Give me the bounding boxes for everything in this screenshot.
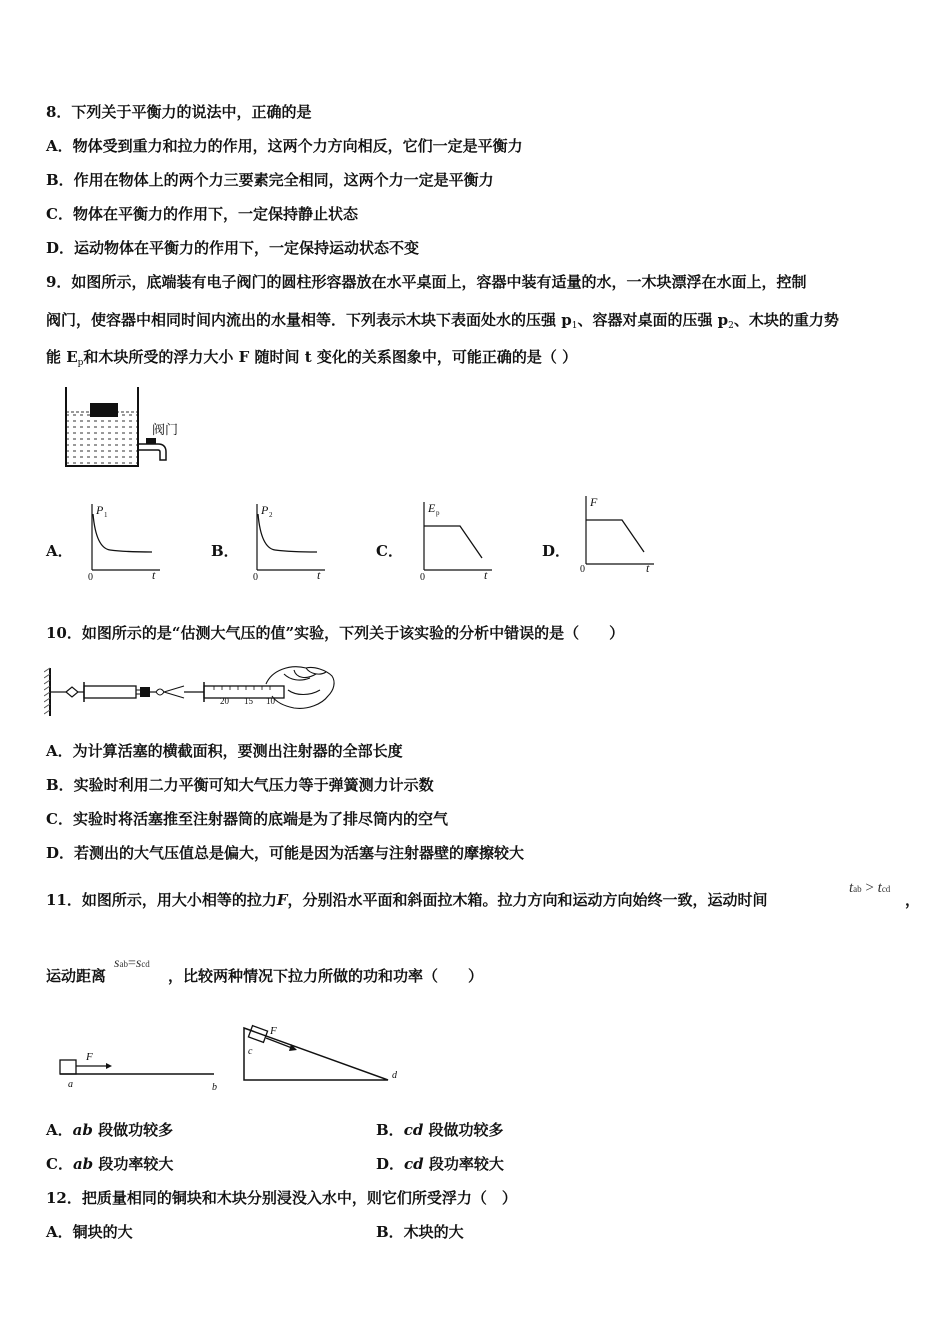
q11-line1b: ，分别沿水平面和斜面拉木箱。拉力方向和运动方向始终一致，运动时间 (287, 891, 768, 909)
hand-drawing (266, 667, 334, 709)
q9-option-a-label: A． (46, 542, 73, 560)
scale-mark-15: 15 (244, 696, 253, 706)
q9-axis-b-sub: 2 (269, 511, 273, 519)
q11-horizontal-figure (56, 1040, 226, 1096)
t-ab-sub: ab (853, 884, 862, 894)
q10-option-b: B．实验时利用二力平衡可知大气压力等于弹簧测力计示数 (46, 776, 434, 794)
q9-origin-c: 0 (420, 572, 425, 582)
q10-option-c: C．实验时将活塞推至注射器筒的底端是为了排尽筒内的空气 (46, 810, 448, 828)
q10-option-d: D．若测出的大气压值总是偏大，可能是因为活塞与注射器壁的摩擦较大 (46, 844, 525, 862)
q9-graph-a (80, 500, 166, 582)
q10-syringe-figure (44, 660, 339, 720)
q9-sub1: 1 (571, 321, 578, 331)
q9-origin-a: 0 (88, 572, 93, 582)
q9-option-d-label: D． (542, 542, 571, 560)
q9-curve-b (258, 514, 317, 552)
gt-sign: > (865, 880, 874, 896)
q8-option-d: D．运动物体在平衡力的作用下，一定保持运动状态不变 (46, 239, 420, 257)
q9-container-figure (58, 382, 188, 472)
label-c: c (248, 1046, 253, 1057)
q11-time-relation (849, 880, 890, 897)
t-ab-symbol: t (849, 880, 854, 896)
q9-sub2: 2 (728, 321, 734, 331)
t-cd-symbol: t (877, 880, 882, 896)
q11-stem-line2 (46, 966, 483, 986)
q9-graph-d (574, 492, 660, 576)
s-ab-sub: ab (119, 959, 128, 969)
q9-t-d: t (646, 561, 650, 575)
q11-comma: ， (905, 891, 921, 909)
q12-option-a: A．铜块的大 (46, 1223, 133, 1241)
q9-stem-line2 (46, 310, 839, 336)
q9-graph-c (412, 498, 498, 582)
q11-distance-relation (114, 956, 150, 972)
q9-stem-line1: 9．如图所示，底端装有电子阀门的圆柱形容器放在水平桌面上，容器中装有适量的水，一木块漂浮在水面上，控制 (46, 273, 807, 291)
q11-line2a: 运动距离 (46, 967, 107, 985)
q8-stem: 8．下列关于平衡力的说法中，正确的是 (46, 103, 312, 121)
box-incline (248, 1026, 267, 1043)
q11-stem-line1 (46, 890, 768, 910)
q11-option-b: B．cd 段做功较多 (376, 1121, 504, 1139)
scale-mark-10: 10 (266, 696, 275, 706)
q9-stem-line3 (46, 347, 577, 373)
q11-option-d: D．cd 段功率较大 (376, 1155, 504, 1173)
q9-subp: p (77, 358, 84, 368)
q11-incline-figure (236, 1020, 411, 1092)
label-d: d (392, 1070, 397, 1081)
q10-option-a: A．为计算活塞的横截面积，要测出注射器的全部长度 (46, 742, 403, 760)
label-F-incline: F (270, 1025, 277, 1037)
label-F-horizontal: F (86, 1051, 93, 1063)
scale-mark-20: 20 (220, 696, 229, 706)
syringe-barrel (84, 686, 136, 698)
q9-option-b-label: B． (211, 542, 239, 560)
valve-label: 阀门 (152, 422, 179, 437)
q9-line3a: 能 E (46, 348, 78, 366)
q9-axis-c-sub: p (436, 509, 440, 517)
q9-line2a: 阀门，使容器中相同时间内流出的水量相等．下列表示木块下表面处水的压强 p (46, 311, 572, 329)
q9-curve-d (586, 520, 644, 552)
q9-option-c-label: C． (376, 542, 403, 560)
box-horizontal (60, 1060, 76, 1074)
valve-tap (138, 444, 166, 460)
q9-line2c: 、木块的重力势 (733, 311, 839, 329)
q9-curve-c (424, 526, 482, 558)
q11-line1a: 11．如图所示，用大小相等的拉力 (46, 891, 277, 909)
q11-force-symbol: F (276, 891, 288, 909)
q9-curve-a (93, 514, 152, 552)
water-region (66, 412, 138, 466)
q9-origin-b: 0 (253, 572, 258, 582)
wood-block (90, 403, 118, 417)
q9-t-c: t (484, 568, 488, 582)
q9-line2b: 、容器对桌面的压强 p (577, 311, 729, 329)
q8-option-c: C．物体在平衡力的作用下，一定保持静止状态 (46, 205, 358, 223)
q9-axis-a: P (96, 503, 104, 517)
q9-axis-d: F (590, 495, 598, 509)
q8-option-a: A．物体受到重力和拉力的作用，这两个力方向相反，它们一定是平衡力 (46, 137, 523, 155)
q9-graph-b (245, 500, 331, 582)
q9-t-b: t (317, 568, 321, 582)
q9-t-a: t (152, 568, 156, 582)
s-cd-sub: cd (141, 959, 150, 969)
q9-axis-a-sub: 1 (104, 511, 108, 519)
q12-option-b: B．木块的大 (376, 1223, 464, 1241)
q9-origin-d: 0 (580, 564, 585, 575)
label-a: a (68, 1079, 73, 1090)
q11-line2b: ，比较两种情况下拉力所做的功和功率（ ） (168, 967, 484, 985)
eq-sign: = (127, 956, 136, 971)
s-ab-symbol: s (114, 956, 120, 971)
q10-stem: 10．如图所示的是“估测大气压的值”实验，下列关于该实验的分析中错误的是（ ） (46, 624, 625, 642)
label-b: b (212, 1082, 217, 1093)
s-cd-symbol: s (135, 956, 142, 971)
q12-stem: 12．把质量相同的铜块和木块分别浸没入水中，则它们所受浮力（ ） (46, 1189, 517, 1207)
q9-axis-c: E (428, 501, 436, 515)
q8-option-b: B．作用在物体上的两个力三要素完全相同，这两个力一定是平衡力 (46, 171, 494, 189)
q11-option-a: A．ab 段做功较多 (46, 1121, 174, 1139)
q11-option-c: C．ab 段功率较大 (46, 1155, 174, 1173)
q9-axis-b: P (261, 503, 269, 517)
q9-line3b: 和木块所受的浮力大小 F 随时间 t 变化的关系图象中，可能正确的是（ ） (83, 348, 578, 366)
t-cd-sub: cd (881, 884, 891, 894)
